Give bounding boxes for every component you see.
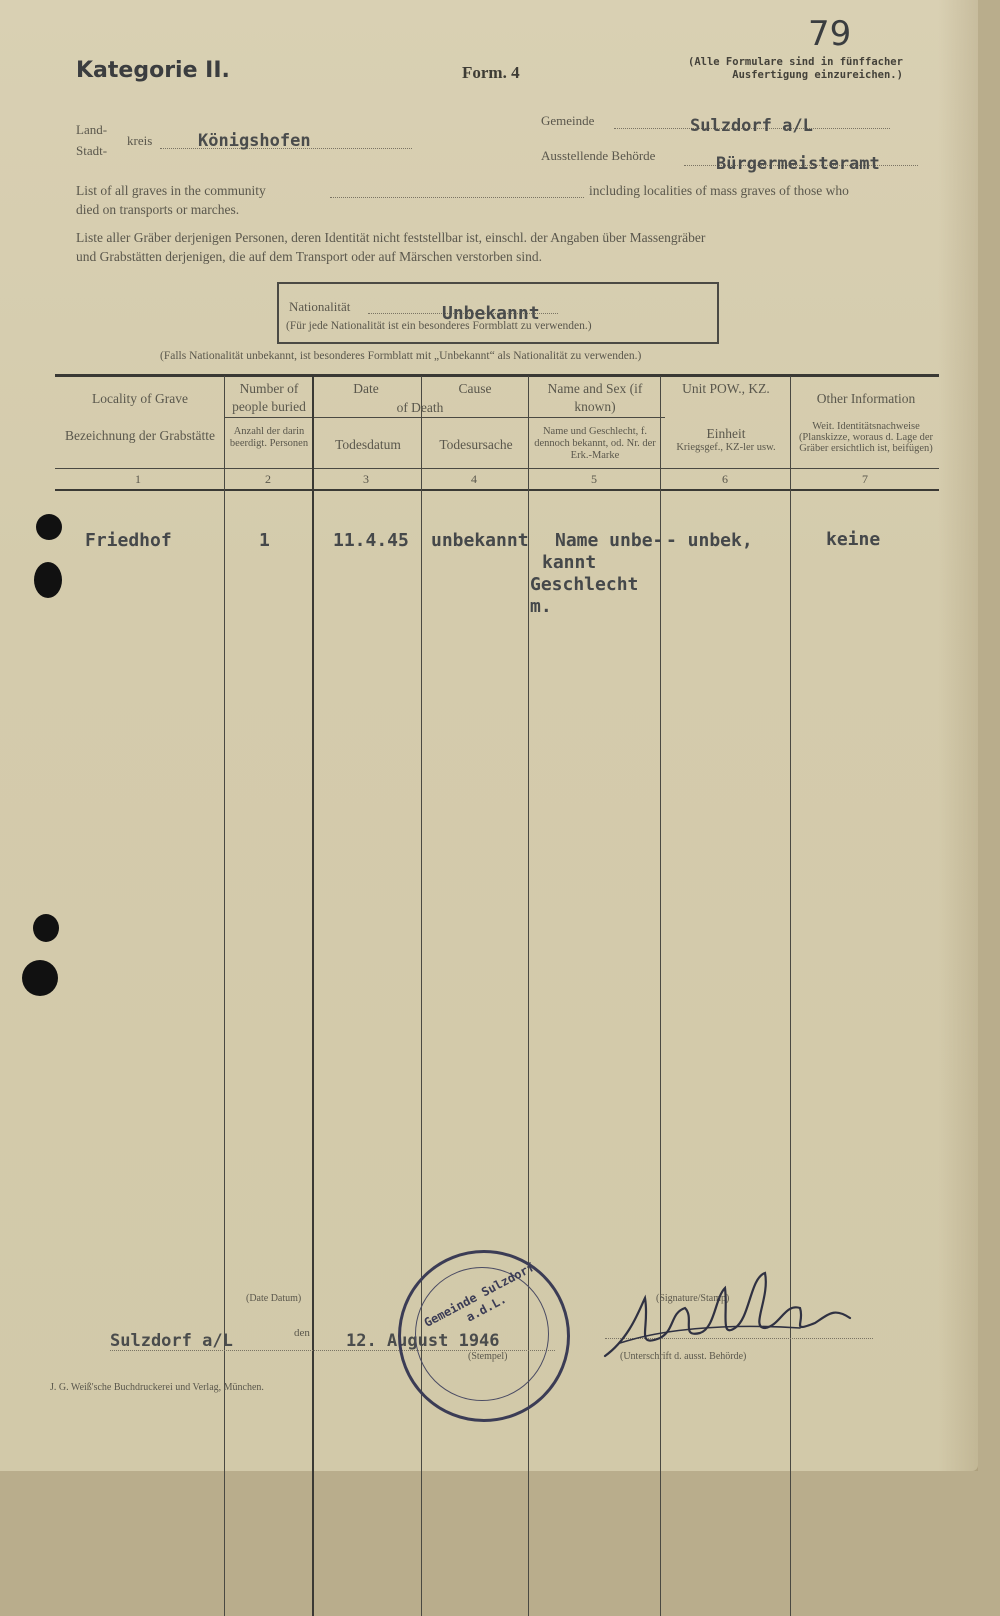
signature-label: (Signature/Stamp) (656, 1293, 730, 1304)
column-divider (528, 376, 529, 1616)
header-divider (224, 417, 665, 418)
description-en-line2: died on transports or marches. (76, 202, 240, 217)
description-en-line1: List of all graves in the community (76, 183, 266, 198)
cell-unit: - unbek, (666, 530, 753, 551)
community-dotted-line (330, 197, 584, 198)
column-header-de: Name und Geschlecht, f. dennoch bekannt, od. Nr. der Erk.-Marke (534, 426, 656, 461)
authority-label: Ausstellende Behörde (541, 148, 656, 163)
cell-date: 11.4.45 (333, 530, 409, 551)
table-top-rule (55, 374, 939, 377)
nationality-label: Nationalität (289, 299, 351, 314)
stadt-label: Stadt- (76, 143, 108, 158)
description-en-line1-right: including localities of mass graves of those who (589, 183, 849, 198)
column-header-en: Cause (458, 381, 492, 396)
nationality-value: Unbekannt (442, 303, 540, 324)
official-stamp (398, 1250, 570, 1422)
punch-hole (34, 562, 62, 598)
description-de-line1: Liste aller Gräber derjenigen Personen, deren Identität nicht feststellbar ist, einschl. der Angaben über Massengräber (76, 230, 706, 245)
cell-name-line: Name unbe- (555, 530, 664, 551)
column-number: 5 (591, 472, 597, 486)
date-label: (Date Datum) (246, 1293, 302, 1304)
kreis-label: kreis (127, 133, 153, 148)
column-divider (312, 376, 314, 1616)
cell-name-line: kannt (542, 552, 597, 573)
punch-hole (33, 914, 59, 942)
submission-note-line: Ausfertigung einzureichen.) (732, 69, 903, 81)
form-number: Form. 4 (462, 63, 520, 82)
column-header-en: Name and Sex (if known) (547, 381, 643, 414)
column-divider (224, 376, 225, 1616)
signature-sub-label: (Unterschrift d. ausst. Behörde) (620, 1351, 747, 1362)
column-number: 7 (862, 472, 868, 486)
date-value: 12. August 1946 (346, 1331, 500, 1351)
cell-other: keine (826, 529, 881, 550)
punch-hole (36, 514, 62, 540)
header-bottom-rule (55, 489, 939, 491)
land-label: Land- (76, 122, 108, 137)
cell-locality: Friedhof (85, 530, 172, 551)
column-divider (790, 376, 791, 1616)
column-header-de: Anzahl der darin beerdigt. Personen (229, 426, 309, 449)
column-header-en: Number of people buried (232, 381, 306, 414)
column-header-en: Locality of Grave (92, 391, 188, 406)
category-title: Kategorie II. (76, 58, 230, 83)
place-value: Sulzdorf a/L (110, 1331, 233, 1351)
column-number: 6 (722, 472, 728, 486)
header-divider (55, 468, 939, 469)
column-header-de-sub: Kriegsgef., KZ-ler usw. (676, 442, 776, 453)
submission-note (688, 56, 903, 82)
district-value: Königshofen (198, 131, 311, 151)
nationality-hint: (Für jede Nationalität ist ein besonderes Formblatt zu verwenden.) (286, 320, 592, 332)
printer-imprint: J. G. Weiß'sche Buchdruckerei und Verlag, München. (50, 1382, 264, 1393)
stamp-text: Gemeinde Sulzdorf a.d.L. (421, 1259, 537, 1330)
column-divider (421, 376, 422, 1616)
column-number: 3 (363, 472, 369, 486)
column-divider (660, 376, 661, 1616)
submission-note-line: (Alle Formulare sind in fünffacher (688, 56, 903, 68)
column-header-en: Date (353, 381, 379, 396)
column-header-de: Todesdatum (335, 437, 401, 452)
column-header-de: Todesursache (439, 437, 513, 452)
punch-hole (22, 960, 58, 996)
page-number: 79 (808, 14, 852, 54)
column-header-en: Other Information (816, 391, 916, 406)
description-de-line2: und Grabstätten derjenigen, die auf dem Transport oder auf Märschen verstorben sind. (76, 249, 543, 264)
authority-value: Bürgermeisteramt (716, 154, 880, 174)
gemeinde-value: Sulzdorf a/L (690, 116, 813, 136)
column-number: 1 (135, 472, 141, 486)
cell-name-line: Geschlecht (530, 574, 639, 595)
gemeinde-label: Gemeinde (541, 113, 595, 128)
column-header-en: Unit POW., KZ. (682, 381, 770, 396)
unknown-nationality-note: (Falls Nationalität unbekannt, ist besonderes Formblatt mit „Unbekannt“ als Nationalität zu verwenden.) (160, 350, 642, 362)
column-header-de: Bezeichnung der Grabstätte (65, 428, 215, 443)
column-header-de: Weit. Identitätsnachweise (Planskizze, woraus d. Lage der Gräber ersichtlich ist, beifügen) (798, 421, 934, 454)
cell-name-line: m. (530, 596, 552, 617)
den-label: den (294, 1327, 310, 1339)
cell-cause: unbekannt (431, 530, 529, 551)
column-header-de: Einheit (706, 426, 746, 441)
stamp-label: (Stempel) (468, 1351, 508, 1362)
column-number: 2 (265, 472, 271, 486)
cell-count: 1 (259, 530, 270, 551)
handwritten-signature (600, 1268, 860, 1368)
column-number: 4 (471, 472, 477, 486)
of-death-label: of Death (396, 400, 444, 415)
